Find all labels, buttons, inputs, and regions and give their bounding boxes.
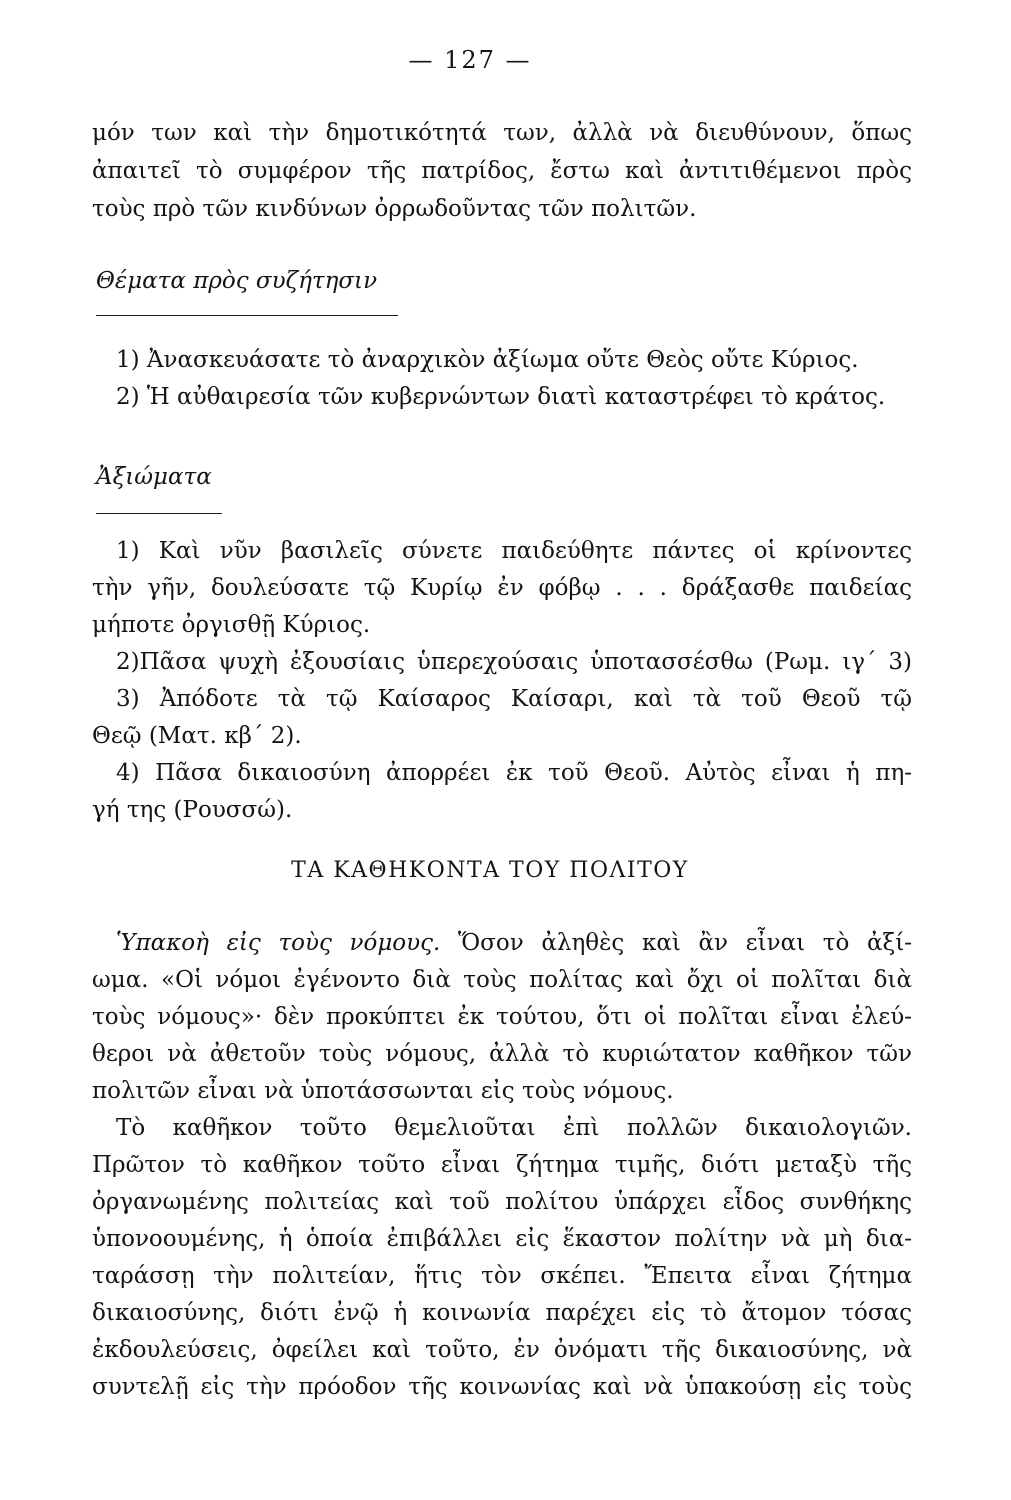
body-line-10: δικαιοσύνης, διότι ἐνῷ ἡ κοινωνία παρέχει εἰς τὸ ἄτομον τόσας [92,1300,912,1326]
body-line-2: τοὺς νόμους»· δὲν προκύπτει ἐκ τούτου, ὅτι οἱ πολῖται εἶναι ἐλεύ- [92,1004,912,1030]
axioms-heading: Ἀξιώματα [96,464,212,490]
body-line-11: ἐκδουλεύσεις, ὀφείλει καὶ τοῦτο, ἐν ὀνόματι τῆς δικαιοσύνης, νὰ [92,1337,912,1363]
intro-line-1: μόν των καὶ τὴν δημοτικότητά των, ἀλλὰ νὰ διευθύνουν, ὅπως [92,120,912,146]
axiom-line-3: μήποτε ὀργισθῇ Κύριος. [92,612,371,638]
section-title: ΤΑ ΚΑΘΗΚΟΝΤΑ ΤΟΥ ΠΟΛΙΤΟΥ [291,858,689,883]
topic-item-1: 1) Ἀνασκευάσατε τὸ ἀναρχικὸν ἀξίωμα οὔτε Θεὸς οὔτε Κύριος. [116,347,859,373]
topics-heading: Θέματα πρὸς συζήτησιν [96,268,378,294]
axiom-line-1: 1) Καὶ νῦν βασιλεῖς σύνετε παιδεύθητε πάντες οἱ κρίνοντες [116,538,912,564]
axiom-line-8: γή της (Ρουσσώ). [92,797,293,823]
axiom-line-7: 4) Πᾶσα δικαιοσύνη ἀπορρέει ἐκ τοῦ Θεοῦ. Αὐτὸς εἶναι ἡ πη- [116,760,912,786]
body-line-7: ὀργανωμένης πολιτείας καὶ τοῦ πολίτου ὑπάρχει εἶδος συνθήκης [92,1189,912,1215]
body-line-4: πολιτῶν εἶναι νὰ ὑποτάσσωνται εἰς τοὺς νόμους. [92,1078,674,1104]
topic-item-2: 2) Ἡ αὐθαιρεσία τῶν κυβερνώντων διατὶ καταστρέφει τὸ κράτος. [116,384,886,410]
body-first-line-rest: Ὅσον ἀληθὲς καὶ ἂν εἶναι τὸ ἀξί- [458,930,912,956]
body-lead-italic: Ὑπακοὴ εἰς τοὺς νόμους. [116,930,441,956]
body-line-6: Πρῶτον τὸ καθῆκον τοῦτο εἶναι ζήτημα τιμῆς, διότι μεταξὺ τῆς [92,1152,912,1178]
body-line-12: συντελῇ εἰς τὴν πρόοδον τῆς κοινωνίας καὶ νὰ ὑπακούσῃ εἰς τοὺς [92,1374,912,1400]
axiom-line-6: Θεῷ (Ματ. κβ´ 2). [92,723,302,749]
axiom-line-5: 3) Ἀπόδοτε τὰ τῷ Καίσαρος Καίσαρι, καὶ τὰ τοῦ Θεοῦ τῷ [116,686,912,712]
page-number: — 127 — [408,46,532,74]
body-line-1: ωμα. «Οἱ νόμοι ἐγένοντο διὰ τοὺς πολίτας καὶ ὄχι οἱ πολῖται διὰ [92,967,912,993]
body-first-line [116,928,912,958]
intro-line-3: τοὺς πρὸ τῶν κινδύνων ὀρρωδοῦντας τῶν πολιτῶν. [92,196,697,222]
body-line-8: ὑπονοουμένης, ἡ ὁποία ἐπιβάλλει εἰς ἕκαστον πολίτην νὰ μὴ δια- [92,1226,912,1252]
intro-line-2: ἀπαιτεῖ τὸ συμφέρον τῆς πατρίδος, ἔστω καὶ ἀντιτιθέμενοι πρὸς [92,158,912,184]
body-line-3: θεροι νὰ ἀθετοῦν τοὺς νόμους, ἀλλὰ τὸ κυριώτατον καθῆκον τῶν [92,1041,912,1067]
axiom-line-2: τὴν γῆν, δουλεύσατε τῷ Κυρίῳ ἐν φόβῳ . . . δράξασθε παιδείας [92,575,912,601]
topics-heading-rule [96,315,398,316]
body-line-9: ταράσσῃ τὴν πολιτείαν, ἥτις τὸν σκέπει. Ἔπειτα εἶναι ζήτημα [92,1263,912,1289]
axiom-line-4: 2)Πᾶσα ψυχὴ ἐξουσίαις ὑπερεχούσαις ὑποτασσέσθω (Ρωμ. ιγ´ 3) [116,649,912,675]
body-line-5: Τὸ καθῆκον τοῦτο θεμελιοῦται ἐπὶ πολλῶν δικαιολογιῶν. [116,1115,912,1141]
axioms-heading-rule [96,513,222,514]
